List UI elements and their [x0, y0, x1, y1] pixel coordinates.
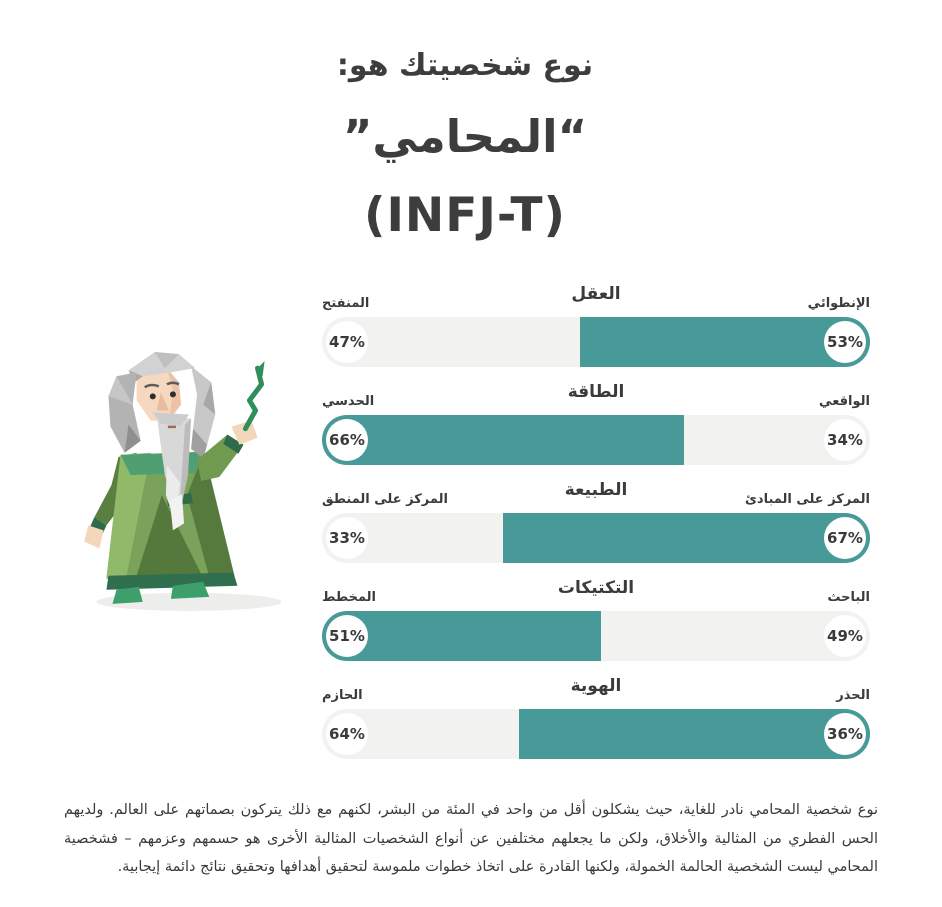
trait-bar: [322, 513, 870, 563]
trait-bar-fill: [503, 513, 870, 563]
trait-left-percentage: 64%: [326, 713, 368, 755]
trait-right-label: المركز على المبادئ: [744, 492, 870, 507]
trait-right-percentage: 53%: [824, 321, 866, 363]
trait-left-label: المركز على المنطق: [322, 492, 448, 507]
trait-right-label: الواقعي: [819, 394, 870, 409]
trait-right-label: الباحث: [827, 590, 870, 605]
trait-category-label: الهوية: [570, 676, 622, 696]
personality-type-name: “المحامي”: [342, 110, 588, 163]
trait-right-percentage: 49%: [824, 615, 866, 657]
trait-bar: [322, 415, 870, 465]
trait-bar: [322, 611, 870, 661]
trait-category-label: الطبيعة: [564, 480, 628, 500]
trait-row: [322, 284, 870, 382]
trait-left-label: الحدسي: [322, 394, 375, 409]
trait-bars-section: [322, 284, 870, 774]
trait-bar-fill: [322, 415, 684, 465]
trait-bar-fill: [519, 709, 870, 759]
trait-row: [322, 676, 870, 774]
trait-left-percentage: 66%: [326, 419, 368, 461]
trait-left-label: المنفتح: [322, 296, 370, 311]
trait-left-label: المخطط: [322, 590, 377, 605]
advocate-character-illustration: [66, 344, 300, 616]
trait-bar: [322, 317, 870, 367]
trait-left-percentage: 33%: [326, 517, 368, 559]
personality-type-code: (INFJ-T): [363, 188, 567, 243]
trait-right-label: الحذر: [836, 688, 870, 703]
trait-right-label: الإنطوائي: [807, 296, 870, 311]
trait-right-percentage: 36%: [824, 713, 866, 755]
trait-right-percentage: 34%: [824, 419, 866, 461]
personality-description: نوع شخصية المحامي نادر للغاية، حيث يشكلون أقل من واحد في المئة من البشر، لكنهم مع ذلك يتركون بصماتهم على العالم. ولديهم الحس الفطري من المثالية والأخلاق، ولكن ما يجعلهم مختلفين عن أنواع الشخصيات المثالية الأخرى هو حسمهم وعزمهم – فشخصية المحامي ليست الشخصية الحالمة الخمولة، ولكنها القادرة على اتخاذ خطوات ملموسة لتحقيق أهدافها وتحقيق نتائج دائمة إيجابية.: [64, 802, 878, 875]
trait-category-label: الطاقة: [567, 382, 625, 402]
trait-category-label: التكتيكات: [557, 578, 635, 598]
trait-row: [322, 382, 870, 480]
trait-left-percentage: 51%: [326, 615, 368, 657]
trait-row: [322, 480, 870, 578]
trait-row: [322, 578, 870, 676]
trait-right-percentage: 67%: [824, 517, 866, 559]
trait-left-percentage: 47%: [326, 321, 368, 363]
trait-bar: [322, 709, 870, 759]
trait-left-label: الحازم: [322, 688, 363, 703]
trait-category-label: العقل: [571, 284, 621, 304]
intro-text: نوع شخصيتك هو:: [336, 48, 594, 83]
